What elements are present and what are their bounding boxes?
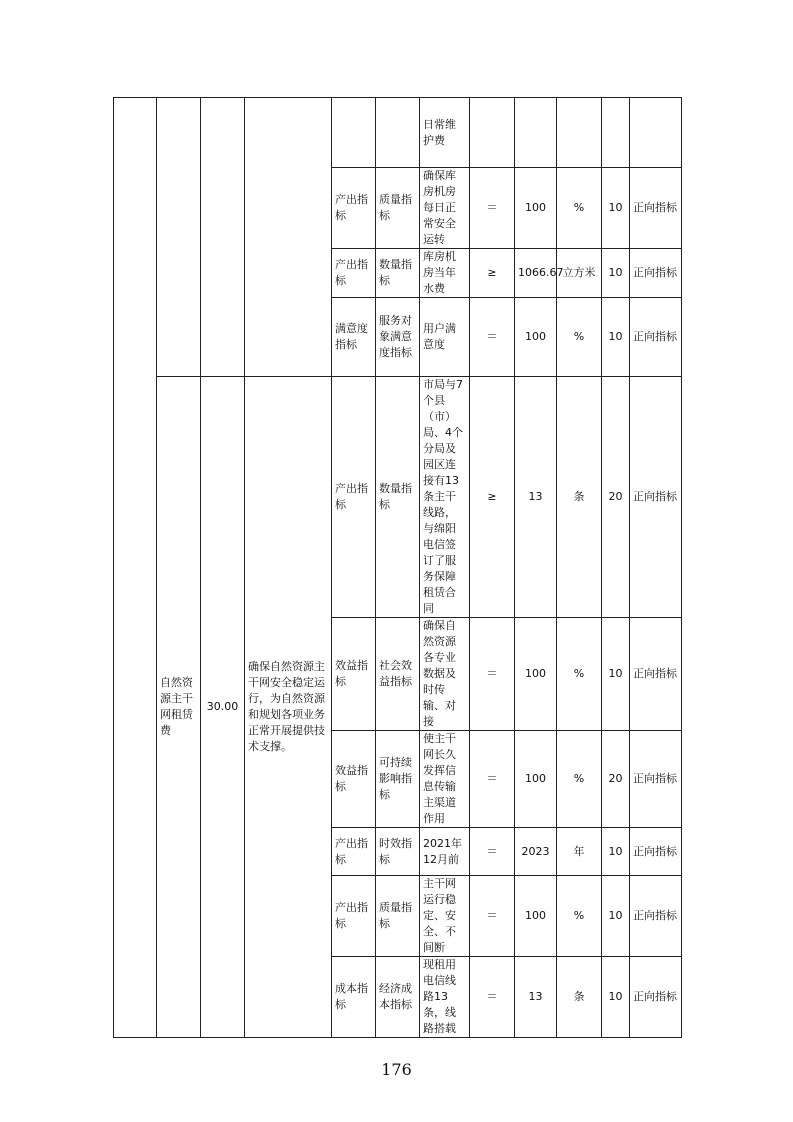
indicator-unit: % [557, 298, 602, 377]
indicator-operator [470, 98, 515, 168]
project-amount-cell [201, 98, 245, 377]
indicator-level1: 产出指标 [332, 876, 376, 957]
indicator-level2: 质量指标 [376, 168, 420, 249]
indicator-unit [557, 98, 602, 168]
indicator-level1: 产出指标 [332, 828, 376, 876]
indicator-score: 10 [602, 618, 630, 731]
indicator-level2: 可持续影响指标 [376, 731, 420, 828]
indicator-value: 13 [515, 957, 557, 1038]
indicator-level2: 时效指标 [376, 828, 420, 876]
indicator-direction: 正向指标 [630, 298, 682, 377]
page-number: 176 [381, 1060, 412, 1079]
indicator-score: 10 [602, 298, 630, 377]
indicator-score: 10 [602, 828, 630, 876]
indicator-direction: 正向指标 [630, 618, 682, 731]
performance-target-table [113, 97, 682, 1038]
indicator-name: 主干网运行稳定、安全、不间断 [420, 876, 470, 957]
indicator-name: 使主干网长久发挥信息传输主渠道作用 [420, 731, 470, 828]
project-name-cell [157, 98, 201, 377]
indicator-score [602, 98, 630, 168]
indicator-value: 1066.67 [515, 249, 557, 298]
indicator-direction: 正向指标 [630, 377, 682, 618]
indicator-unit: % [557, 731, 602, 828]
indicator-value [515, 98, 557, 168]
indicator-direction: 正向指标 [630, 731, 682, 828]
indicator-level1: 成本指标 [332, 957, 376, 1038]
indicator-score: 10 [602, 168, 630, 249]
indicator-operator: ＝ [470, 298, 515, 377]
indicator-operator: ＝ [470, 876, 515, 957]
indicator-value: 2023 [515, 828, 557, 876]
dept-cell [114, 98, 157, 1038]
indicator-name: 日常维护费 [420, 98, 470, 168]
indicator-value: 13 [515, 377, 557, 618]
indicator-name: 2021年12月前 [420, 828, 470, 876]
indicator-name: 现租用电信线路13条，线路搭载 [420, 957, 470, 1038]
indicator-level1: 效益指标 [332, 618, 376, 731]
indicator-name: 用户满意度 [420, 298, 470, 377]
project-goal: 确保自然资源主干网安全稳定运行，为自然资源和规划各项业务正常开展提供技术支撑。 [245, 377, 332, 1038]
indicator-name: 确保自然资源各专业数据及时传输、对接 [420, 618, 470, 731]
indicator-level2 [376, 98, 420, 168]
indicator-unit: % [557, 618, 602, 731]
indicator-direction: 正向指标 [630, 876, 682, 957]
indicator-level1 [332, 98, 376, 168]
indicator-value: 100 [515, 168, 557, 249]
indicator-operator: ≥ [470, 377, 515, 618]
indicator-level1: 满意度指标 [332, 298, 376, 377]
indicator-operator: ＝ [470, 168, 515, 249]
indicator-direction: 正向指标 [630, 168, 682, 249]
indicator-score: 10 [602, 957, 630, 1038]
indicator-operator: ≥ [470, 249, 515, 298]
indicator-name: 库房机房当年水费 [420, 249, 470, 298]
indicator-level2: 质量指标 [376, 876, 420, 957]
table-row [114, 98, 682, 168]
indicator-unit: 立方米 [557, 249, 602, 298]
indicator-score: 10 [602, 876, 630, 957]
indicator-score: 20 [602, 377, 630, 618]
indicator-level1: 产出指标 [332, 377, 376, 618]
indicator-operator: ＝ [470, 731, 515, 828]
indicator-direction: 正向指标 [630, 828, 682, 876]
indicator-unit: 条 [557, 957, 602, 1038]
indicator-unit: 年 [557, 828, 602, 876]
project-amount: 30.00 [201, 377, 245, 1038]
indicator-level2: 社会效益指标 [376, 618, 420, 731]
indicator-unit: 条 [557, 377, 602, 618]
indicator-name: 确保库房机房每日正常安全运转 [420, 168, 470, 249]
indicator-operator: ＝ [470, 957, 515, 1038]
indicator-operator: ＝ [470, 618, 515, 731]
indicator-unit: % [557, 168, 602, 249]
indicator-direction [630, 98, 682, 168]
indicator-level2: 服务对象满意度指标 [376, 298, 420, 377]
table-row [114, 377, 682, 618]
project-name: 自然资源主干网租赁费 [157, 377, 201, 1038]
indicator-operator: ＝ [470, 828, 515, 876]
indicator-direction: 正向指标 [630, 249, 682, 298]
indicator-value: 100 [515, 876, 557, 957]
indicator-unit: % [557, 876, 602, 957]
indicator-level2: 经济成本指标 [376, 957, 420, 1038]
indicator-level2: 数量指标 [376, 249, 420, 298]
indicator-level1: 效益指标 [332, 731, 376, 828]
indicator-level2: 数量指标 [376, 377, 420, 618]
indicator-score: 20 [602, 731, 630, 828]
project-goal-cell [245, 98, 332, 377]
indicator-level1: 产出指标 [332, 168, 376, 249]
indicator-level1: 产出指标 [332, 249, 376, 298]
indicator-value: 100 [515, 618, 557, 731]
indicator-name: 市局与7个县（市）局、4个分局及园区连接有13条主干线路，与绵阳电信签订了服务保障租赁合同 [420, 377, 470, 618]
indicator-value: 100 [515, 298, 557, 377]
indicator-direction: 正向指标 [630, 957, 682, 1038]
indicator-value: 100 [515, 731, 557, 828]
indicator-score: 10 [602, 249, 630, 298]
